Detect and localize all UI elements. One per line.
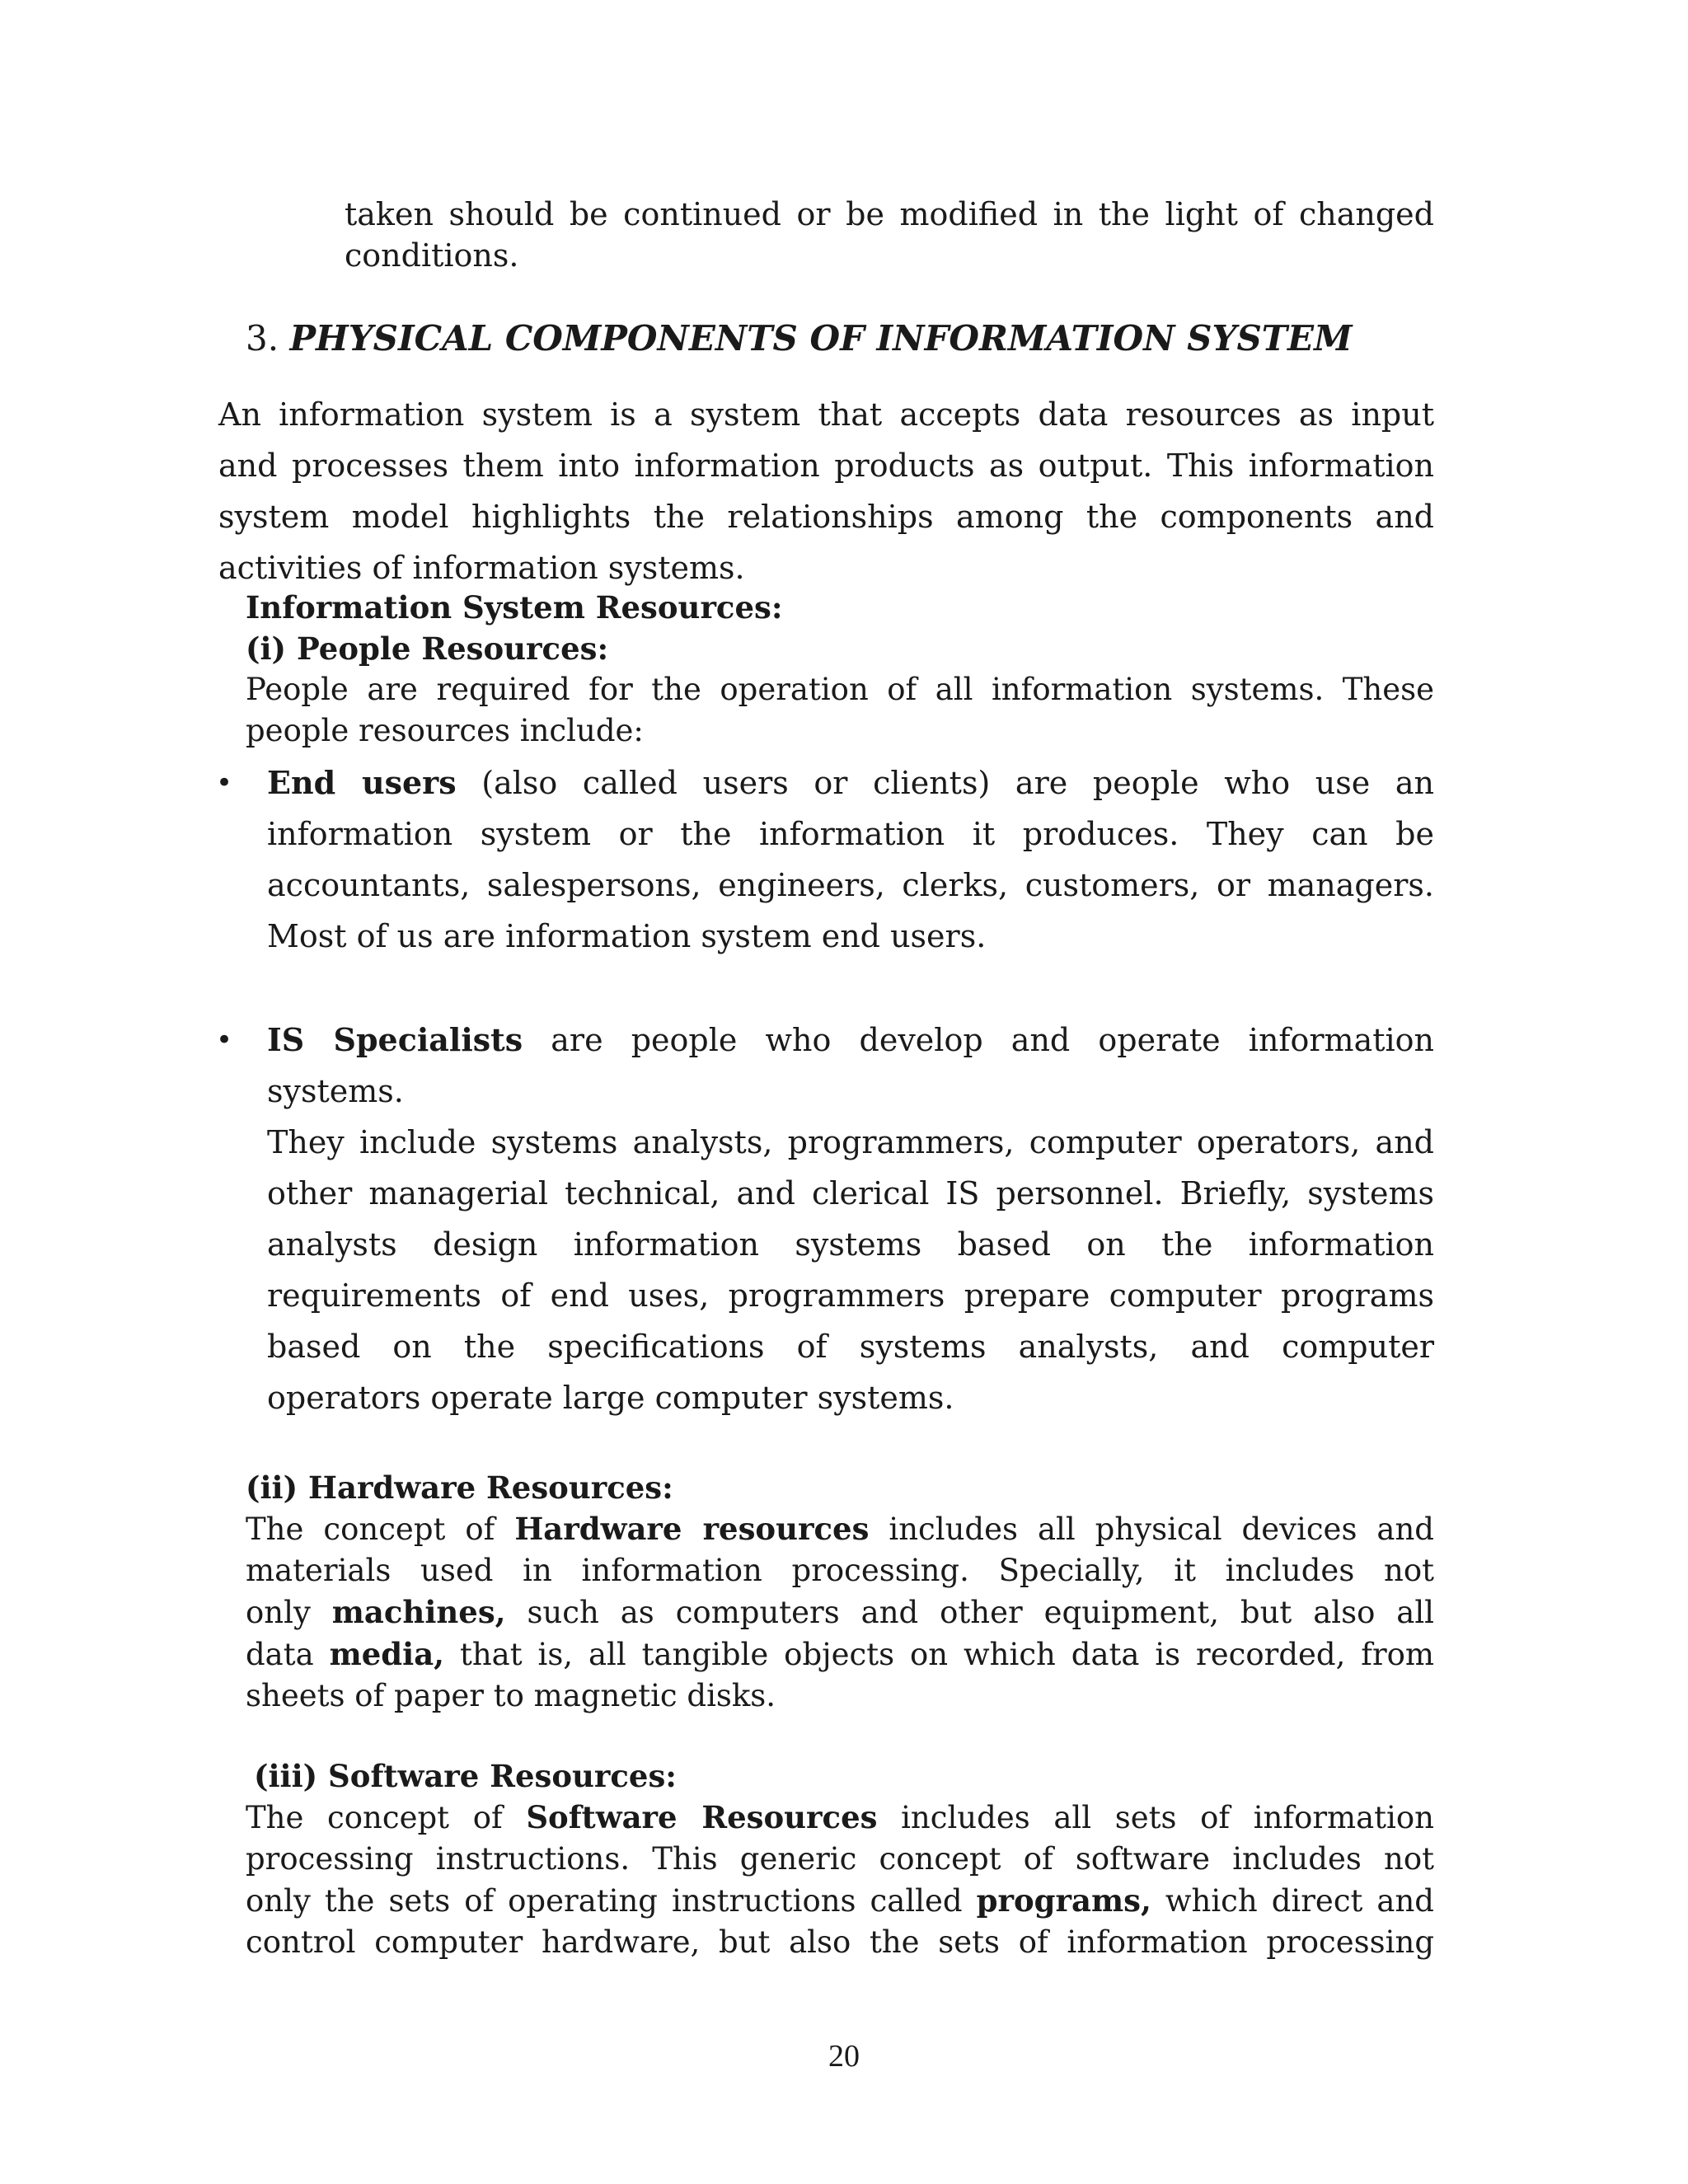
intro-line: system model highlights the relationships among the components and [218, 499, 1434, 535]
section-heading [246, 316, 1482, 362]
text-run: includes all physical devices and [869, 1511, 1434, 1547]
section-title: PHYSICAL COMPONENTS OF INFORMATION SYSTEM [289, 318, 1353, 359]
hardware-line: materials used in information processing. Specially, it includes not [246, 1553, 1434, 1588]
bullet-is-specialists [267, 1015, 1434, 1423]
people-line: People are required for the operation of all information systems. These [246, 672, 1434, 707]
bullet-line: other managerial technical, and clerical IS personnel. Briefly, systems [267, 1175, 1434, 1212]
bullet-end-users [267, 757, 1434, 962]
bold-term: media, [329, 1636, 445, 1672]
hardware-line [246, 1508, 1434, 1550]
text-run: The concept of [246, 1511, 515, 1547]
bold-term: Hardware resources [514, 1511, 870, 1547]
software-line: control computer hardware, but also the sets of information processing [246, 1924, 1434, 1960]
people-resources-paragraph [246, 669, 1434, 752]
bullet-line: Most of us are information system end users. [267, 918, 987, 954]
bullet-line: requirements of end uses, programmers prepare computer programs [267, 1277, 1434, 1314]
bullet-line: operators operate large computer systems. [267, 1380, 954, 1416]
software-resources-paragraph [246, 1797, 1434, 1963]
bullet-icon: • [216, 766, 233, 799]
continuation-line: taken should be continued or be modified in the light of changed [345, 196, 1434, 232]
text-run: which direct and [1151, 1883, 1434, 1919]
software-line: processing instructions. This generic concept of software includes not [246, 1841, 1434, 1877]
text-run: The concept of [246, 1800, 527, 1835]
hardware-line: sheets of paper to magnetic disks. [246, 1678, 776, 1713]
bullet-icon: • [216, 1024, 233, 1057]
software-line [246, 1797, 1434, 1839]
bullet-text: are people who develop and operate information systems. [267, 1022, 1434, 1109]
bullet-line [267, 757, 1434, 808]
intro-paragraph [218, 389, 1434, 593]
text-run: data [246, 1637, 330, 1672]
bullet-line: based on the specifications of systems analysts, and computer [267, 1329, 1434, 1365]
bullet-line [267, 1015, 1434, 1117]
intro-line: An information system is a system that accepts data resources as input [218, 396, 1434, 433]
intro-line: activities of information systems. [218, 550, 745, 586]
bullet-term: IS Specialists [267, 1021, 523, 1058]
section-number: 3. [246, 318, 279, 359]
people-resources-heading: (i) People Resources: [246, 630, 609, 667]
text-run: that is, all tangible objects on which data is recorded, from [444, 1637, 1434, 1672]
bold-term: machines, [331, 1594, 506, 1630]
bullet-line: They include systems analysts, programmers, computer operators, and [267, 1124, 1434, 1160]
text-run: only the sets of operating instructions called [246, 1883, 977, 1919]
hardware-resources-paragraph [246, 1508, 1434, 1717]
resources-heading: Information System Resources: [246, 589, 783, 626]
bullet-text: (also called users or clients) are people who use an [456, 765, 1434, 801]
continuation-line: conditions. [345, 237, 519, 274]
text-run: only [246, 1595, 332, 1630]
bullet-term: End users [267, 764, 457, 801]
bullet-line: accountants, salespersons, engineers, clerks, customers, or managers. [267, 867, 1434, 903]
software-resources-heading: (iii) Software Resources: [254, 1758, 677, 1794]
hardware-line [246, 1633, 1434, 1675]
continuation-paragraph [345, 194, 1434, 276]
bold-term: programs, [976, 1882, 1151, 1919]
people-line: people resources include: [246, 713, 644, 748]
hardware-line [246, 1591, 1434, 1633]
bullet-line: information system or the information it produces. They can be [267, 816, 1434, 852]
intro-line: and processes them into information products as output. This information [218, 448, 1434, 484]
hardware-resources-heading: (ii) Hardware Resources: [246, 1469, 673, 1506]
software-line [246, 1880, 1434, 1922]
text-run: such as computers and other equipment, but also all [505, 1595, 1434, 1630]
text-run: includes all sets of information [877, 1800, 1434, 1835]
bullet-line: analysts design information systems based on the information [267, 1226, 1434, 1263]
bold-term: Software Resources [526, 1799, 878, 1835]
page-number: 20 [828, 2039, 860, 2074]
